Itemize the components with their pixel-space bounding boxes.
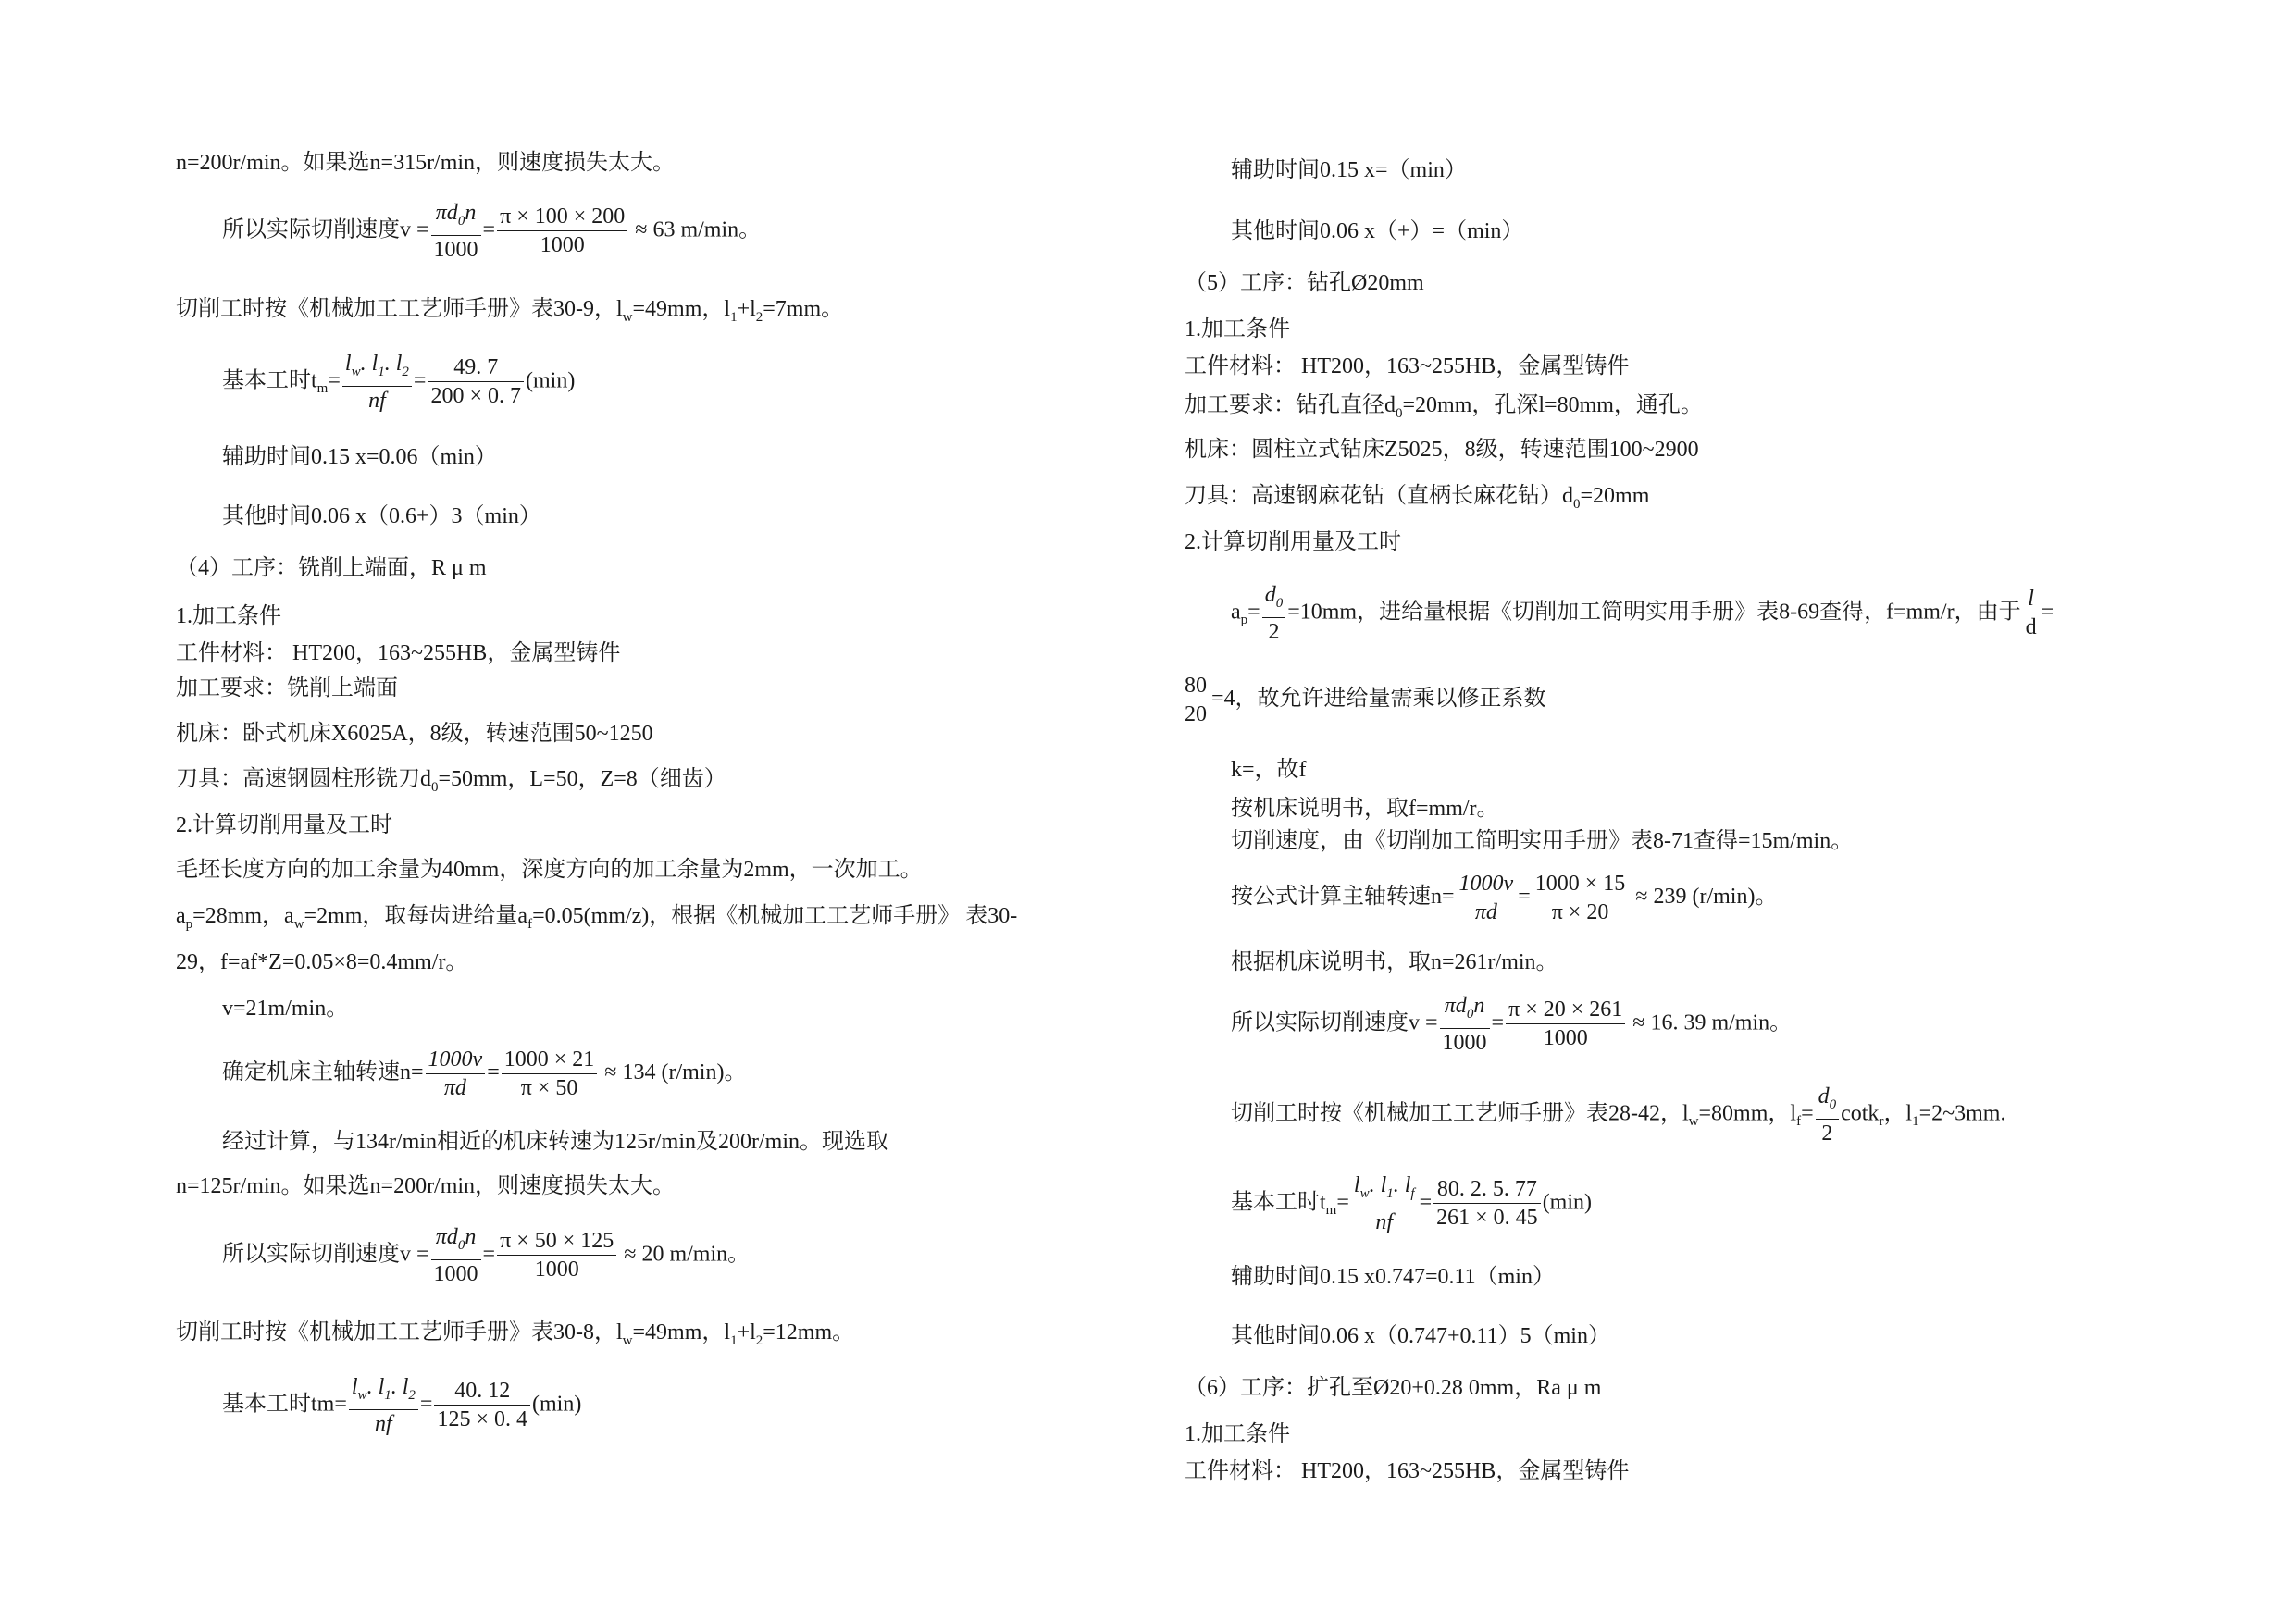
text-line: 工件材料： HT200，163~255HB，金属型铸件 (1185, 1459, 1630, 1483)
text-line: 其他时间0.06 x（0.6+）3（min） (222, 504, 541, 528)
section-heading: （4）工序：铣削上端面，R μ m (176, 556, 487, 580)
text-line: 2.计算切削用量及工时 (1185, 530, 1401, 554)
text-line: 刀具：高速钢麻花钻（直柄长麻花钻）$d_0=20mm$ (1185, 484, 1650, 512)
section-heading: （6）工序：扩孔至Ø20+0.28 0mm，Ra μ m (1185, 1376, 1602, 1400)
text-line: 1.加工条件 (1185, 1422, 1290, 1446)
fraction: $\frac{1000v}{\pi d}$ (1457, 870, 1517, 926)
formula-line: 所以实际切削速度v = $\frac{\pi d_0n}{1000}$ = $\frac{\pi \times 50 \times 125}{1000}$ ≈ 20 m/min。 (222, 1225, 751, 1286)
text-line: 机床：圆柱立式钻床Z5025，8级，转速范围100~2900 (1185, 438, 1699, 462)
text-line: 经过计算，与134r/min相近的机床转速为125r/min及200r/min。现选取 (222, 1130, 888, 1154)
text-line: 辅助时间0.15 x=0.06（min） (222, 445, 497, 469)
text-line: 辅助时间0.15 x0.747=0.11（min） (1231, 1265, 1555, 1289)
formula-line: 基本工时tm= $\frac{l_w. l_1. l_2}{nf}$ = $\frac{40. 12}{125 \times 0. 4}$ (min) (222, 1375, 582, 1436)
fraction: $\frac{l_w. l_1. l_2}{nf}$ (349, 1373, 418, 1438)
formula-line: $\frac{80}{20}$ =4，故允许进给量需乘以修正系数 (1180, 672, 1546, 728)
text-line: 1.加工条件 (1185, 317, 1290, 341)
text-line: 加工要求：铣削上端面 (176, 676, 398, 700)
formula-line: 按公式计算主轴转速n= $\frac{1000v}{\pi d}$ = $\frac{1000 \times 15}{\pi \times 20}$ ≈ 239 (r/min)。 (1231, 872, 1778, 924)
text-line: 切削速度，由《切削加工简明实用手册》表8-71查得=15m/min。 (1231, 829, 1854, 853)
text-line: n=200r/min。如果选n=315r/min，则速度损失太大。 (176, 151, 676, 175)
fraction: $\frac{l}{d}$ (2023, 585, 2040, 641)
text-line: 其他时间0.06 x（+）=（min） (1231, 219, 1524, 243)
text-line: n=125r/min。如果选n=200r/min，则速度损失太大。 (176, 1174, 676, 1198)
fraction: $\frac{49. 7}{200 \times 0. 7}$ (428, 353, 524, 410)
fraction: $\frac{d_0}{2}$ (1816, 1083, 1840, 1147)
formula-line: 切削工时按《机械加工工艺师手册》表28-42，$l_w=80mm$，$l_f=$ $\frac{d_0}{2}$ cotk$_r$，$l_1=2\sim 3mm$. (1231, 1084, 2006, 1146)
formula-line: 基本工时$t_m=$ $\frac{l_w. l_1. l_2}{nf}$ = $\frac{49. 7}{200 \times 0. 7}$ (min) (222, 352, 576, 413)
formula-line: $a_p=$ $\frac{d_0}{2}$ =10mm，进给量根据《切削加工简明实用手册》表8-69查得，f=mm/r，由于 $\frac{l}{d}$ = (1231, 583, 2054, 644)
fraction: $\frac{d_0}{2}$ (1262, 581, 1286, 646)
fraction: $\frac{\pi d_0n}{1000}$ (431, 1223, 481, 1288)
formula-line: 所以实际切削速度v = $\frac{\pi d_0n}{1000}$ = $\frac{\pi \times 20 \times 261}{1000}$ ≈ 16. 39 m/min。 (1231, 994, 1793, 1055)
text-line: k=，故f (1231, 758, 1307, 782)
text-line: 29，f=af*Z=0.05×8=0.4mm/r。 (176, 950, 468, 974)
text-line: 辅助时间0.15 x=（min） (1231, 158, 1467, 182)
fraction: $\frac{1000 \times 15}{\pi \times 20}$ (1533, 870, 1629, 926)
text-line: 加工要求：钻孔直径$d_0=20mm$，孔深l=80mm，通孔。 (1185, 393, 1703, 421)
text-line: 1.加工条件 (176, 604, 281, 628)
text-line: 工件材料： HT200，163~255HB，金属型铸件 (176, 641, 621, 665)
text-line: 按机床说明书，取f=mm/r。 (1231, 797, 1499, 821)
fraction: $\frac{\pi d_0n}{1000}$ (431, 199, 481, 264)
fraction: $\frac{\pi \times 50 \times 125}{1000}$ (497, 1227, 616, 1283)
fraction: $\frac{l_w. l_1. l_f}{nf}$ (1351, 1171, 1418, 1236)
fraction: $\frac{80. 2. 5. 77}{261 \times 0. 45}$ (1433, 1175, 1541, 1232)
fraction: $\frac{\pi \times 100 \times 200}{1000}$ (497, 203, 627, 259)
fraction: $\frac{1000v}{\pi d}$ (426, 1046, 486, 1102)
text-line: 工件材料： HT200，163~255HB，金属型铸件 (1185, 354, 1630, 378)
fraction: $\frac{1000 \times 21}{\pi \times 50}$ (502, 1046, 598, 1102)
text-line: $a_p=28mm$，$a_w=2mm$，取每齿进给量$a_f=0.05(mm/z)$，根据《机械加工工艺师手册》 表30- (176, 904, 1018, 932)
text-line: 根据机床说明书，取n=261r/min。 (1231, 950, 1558, 974)
fraction: $\frac{\pi d_0n}{1000}$ (1440, 992, 1490, 1057)
text-line: 2.计算切削用量及工时 (176, 813, 392, 837)
fraction: $\frac{80}{20}$ (1182, 672, 1210, 728)
fraction: $\frac{40. 12}{125 \times 0. 4}$ (434, 1377, 530, 1433)
text-line: v=21m/min。 (222, 997, 349, 1021)
text-line: 切削工时按《机械加工工艺师手册》表30-8，$l_w=49mm$，$l_1+l_2=12mm$。 (176, 1320, 855, 1348)
section-heading: （5）工序：钻孔Ø20mm (1185, 271, 1424, 295)
text-line: 其他时间0.06 x（0.747+0.11）5（min） (1231, 1324, 1610, 1348)
fraction: $\frac{\pi \times 20 \times 261}{1000}$ (1506, 996, 1625, 1052)
formula-line: 确定机床主轴转速n= $\frac{1000v}{\pi d}$ = $\frac{1000 \times 21}{\pi \times 50}$ ≈ 134 (r/min)。 (222, 1047, 747, 1100)
fraction: $\frac{l_w. l_1. l_2}{nf}$ (342, 350, 412, 415)
text-line: 切削工时按《机械加工工艺师手册》表30-9，$l_w=49mm$，$l_1+l_2=7mm$。 (176, 297, 844, 325)
formula-line: 基本工时$t_m=$ $\frac{l_w. l_1. l_f}{nf}$ = $\frac{80. 2. 5. 77}{261 \times 0. 45}$ (min) (1231, 1173, 1593, 1234)
text-line: 毛坯长度方向的加工余量为40mm，深度方向的加工余量为2mm，一次加工。 (176, 858, 923, 882)
text-line: 机床：卧式机床X6025A，8级，转速范围50~1250 (176, 722, 653, 746)
formula-line: 所以实际切削速度v = $\frac{\pi d_0n}{1000}$ = $\frac{\pi \times 100 \times 200}{1000}$ ≈ 63 m/min。 (222, 201, 762, 262)
text-line: 刀具：高速钢圆柱形铣刀$d_0=50mm$，L=50，Z=8（细齿） (176, 767, 726, 795)
